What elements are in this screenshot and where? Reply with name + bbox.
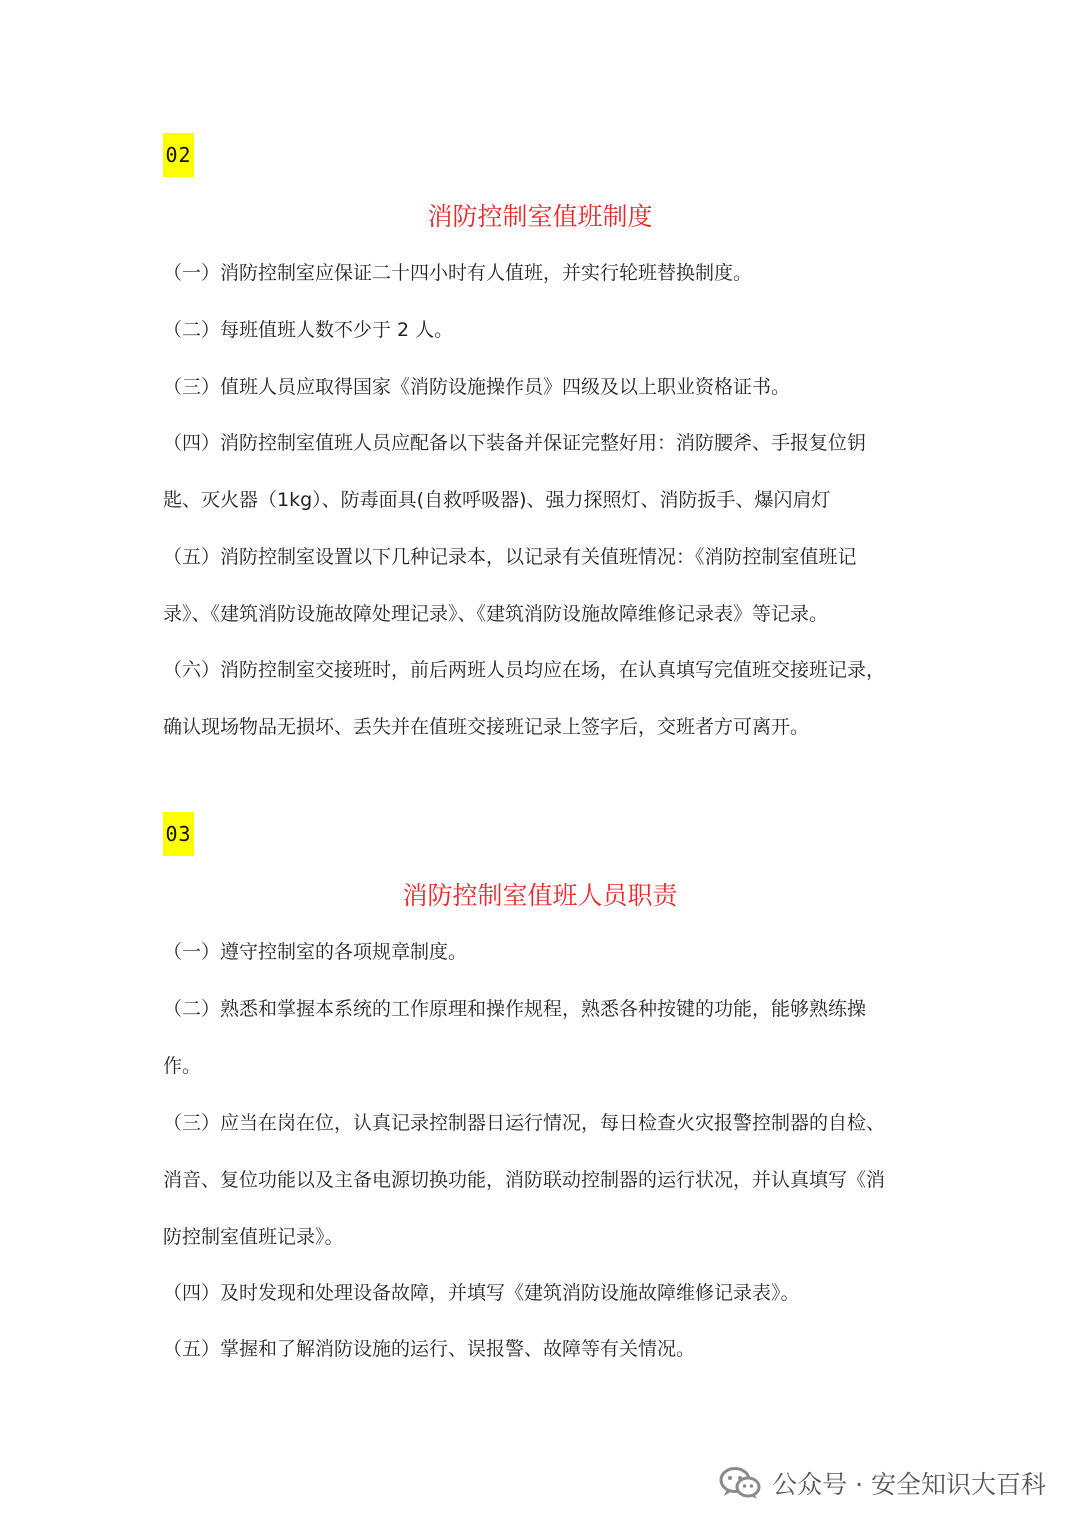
text-line: 录》、《建筑消防设施故障处理记录》、《建筑消防设施故障维修记录表》等记录。 xyxy=(163,603,829,625)
text-line: （三）值班人员应取得国家《消防设施操作员》四级及以上职业资格证书。 xyxy=(163,376,791,398)
text-line: （二）每班值班人数不少于 2 人。 xyxy=(163,319,454,341)
text-line: 匙、灭火器（1kg）、防毒面具(自救呼吸器)、强力探照灯、消防扳手、爆闪肩灯 xyxy=(163,489,831,511)
text-line: 防控制室值班记录》。 xyxy=(163,1226,344,1248)
paragraph xyxy=(163,642,923,756)
text-line: （一）消防控制室应保证二十四小时有人值班，并实行轮班替换制度。 xyxy=(163,262,753,284)
text-line: 作。 xyxy=(163,1055,202,1077)
text-line: （五）掌握和了解消防设施的运行、误报警、故障等有关情况。 xyxy=(163,1338,696,1360)
text-line: （四）消防控制室值班人员应配备以下装备并保证完整好用：消防腰斧、手报复位钥 xyxy=(163,432,867,454)
text-line: （三）应当在岗在位，认真记录控制器日运行情况，每日检查火灾报警控制器的自检、 xyxy=(163,1112,886,1134)
text-line: （一）遵守控制室的各项规章制度。 xyxy=(163,941,468,963)
section-title: 消防控制室值班人员职责 xyxy=(402,881,678,910)
paragraph xyxy=(163,529,923,643)
text-line: 消音、复位功能以及主备电源切换功能，消防联动控制器的运行状况，并认真填写《消 xyxy=(163,1169,886,1191)
paragraph xyxy=(163,245,923,302)
watermark-text: 公众号 · 安全知识大百科 xyxy=(772,1470,1046,1499)
paragraph xyxy=(163,415,923,529)
text-line: （五）消防控制室设置以下几种记录本，以记录有关值班情况：《消防控制室值班记 xyxy=(163,546,857,568)
text-line: 确认现场物品无损坏、丢失并在值班交接班记录上签字后，交班者方可离开。 xyxy=(163,716,810,738)
text-line: （六）消防控制室交接班时，前后两班人员均应在场，在认真填写完值班交接班记录， xyxy=(163,659,886,681)
section-title: 消防控制室值班制度 xyxy=(427,202,653,231)
paragraph xyxy=(163,924,923,981)
wechat-icon xyxy=(718,1466,762,1500)
section-number-badge: 03 xyxy=(163,812,194,856)
wechat-watermark xyxy=(718,1463,1046,1503)
paragraph xyxy=(163,1095,923,1266)
text-line: （二）熟悉和掌握本系统的工作原理和操作规程，熟悉各种按键的功能，能够熟练操 xyxy=(163,998,867,1020)
paragraph xyxy=(163,359,923,416)
paragraph xyxy=(163,1321,923,1378)
section-number-badge: 02 xyxy=(163,133,194,177)
paragraph xyxy=(163,302,923,359)
paragraph xyxy=(163,1265,923,1322)
text-line: （四）及时发现和处理设备故障，并填写《建筑消防设施故障维修记录表》。 xyxy=(163,1282,800,1304)
paragraph xyxy=(163,981,923,1095)
